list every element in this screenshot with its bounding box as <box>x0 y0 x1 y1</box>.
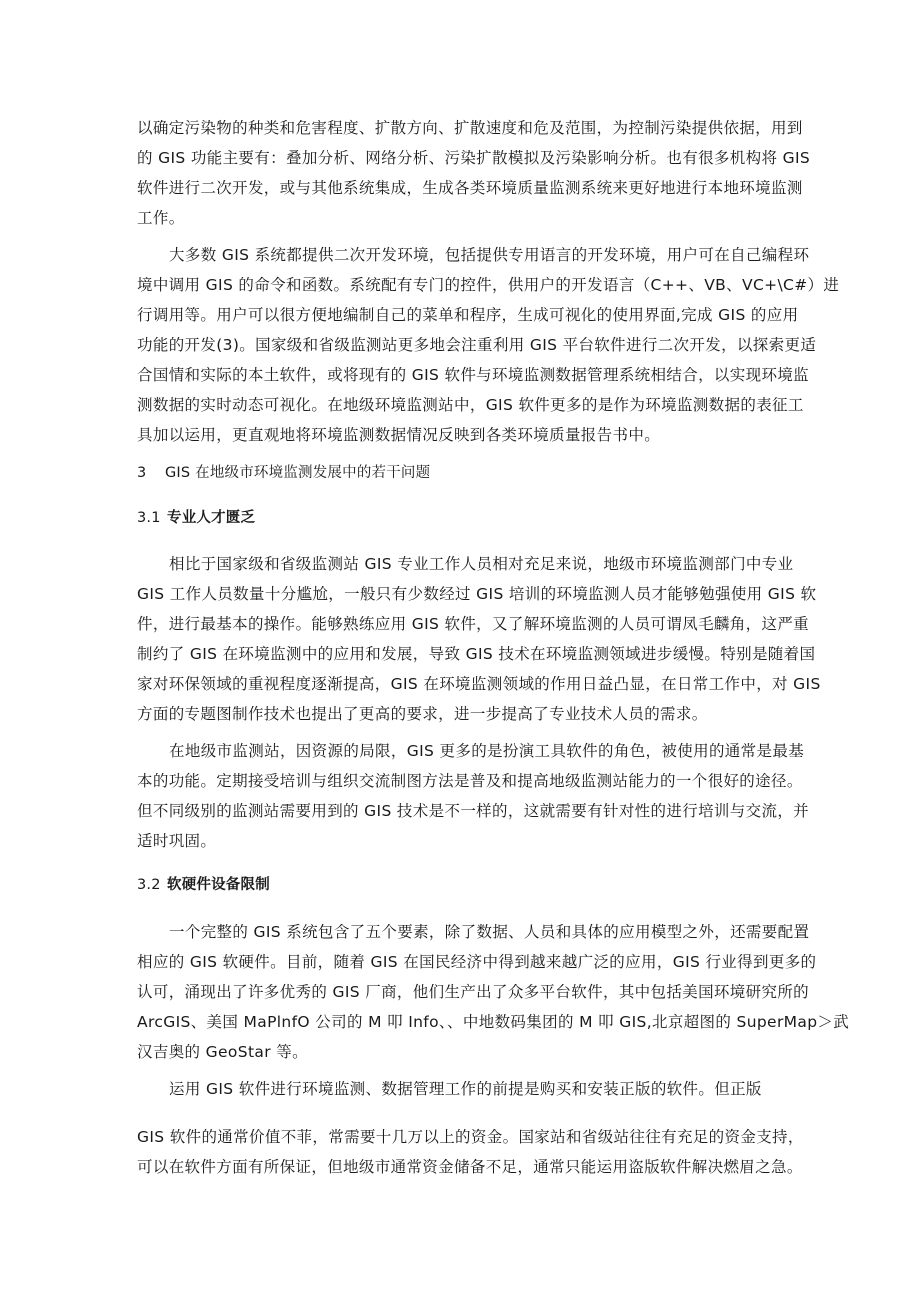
text-line: 相应的 GIS 软硬件。目前，随着 GIS 在国民经济中得到越来越广泛的应用，GIS 行业得到更多的 <box>137 953 817 971</box>
text-line: 可以在软件方面有所保证，但地级市通常资金储备不足，通常只能运用盗版软件解决燃眉之急。 <box>137 1158 803 1176</box>
text-line: 本的功能。定期接受培训与组织交流制图方法是普及和提高地级监测站能力的一个很好的途径。 <box>137 772 803 790</box>
text-line: 的 GIS 功能主要有：叠加分析、网络分析、污染扩散模拟及污染影响分析。也有很多机构将 GIS <box>137 149 811 167</box>
text-line: 测数据的实时动态可视化。在地级环境监测站中，GIS 软件更多的是作为环境监测数据的表征工 <box>137 396 804 414</box>
text-line: 在地级市监测站，因资源的局限，GIS 更多的是扮演工具软件的角色，被使用的通常是最基 <box>169 742 805 760</box>
text-line: 家对环保领域的重视程度逐渐提高，GIS 在环境监测领域的作用日益凸显，在日常工作中，对 GIS <box>137 675 821 693</box>
section-heading <box>137 462 430 484</box>
text-line: 一个完整的 GIS 系统包含了五个要素，除了数据、人员和具体的应用模型之外，还需要配置 <box>169 923 810 941</box>
subsection-title: 软硬件设备限制 <box>167 877 270 893</box>
section-title: GIS 在地级市环境监测发展中的若干问题 <box>165 465 431 481</box>
text-line: 方面的专题图制作技术也提出了更高的要求，进一步提高了专业技术人员的需求。 <box>137 705 708 723</box>
text-line: 运用 GIS 软件进行环境监测、数据管理工作的前提是购买和安装正版的软件。但正版 <box>169 1080 762 1098</box>
text-line: GIS 软件的通常价值不菲，常需要十几万以上的资金。国家站和省级站往往有充足的资金支持， <box>137 1128 804 1146</box>
text-line: 境中调用 GIS 的命令和函数。系统配有专门的控件，供用户的开发语言（C++、VB、VC+\C#）进 <box>137 276 840 294</box>
text-line: 制约了 GIS 在环境监测中的应用和发展，导致 GIS 技术在环境监测领域进步缓慢。特别是随着国 <box>137 645 816 663</box>
text-line: 合国情和实际的本土软件，或将现有的 GIS 软件与环境监测数据管理系统相结合，以实现环境监 <box>137 366 810 384</box>
text-line: 适时巩固。 <box>137 832 217 850</box>
text-line: 但不同级别的监测站需要用到的 GIS 技术是不一样的，这就需要有针对性的进行培训与交流，并 <box>137 802 810 820</box>
subsection-number: 3.2 <box>137 877 161 893</box>
subsection-number: 3.1 <box>137 510 161 526</box>
text-line: 以确定污染物的种类和危害程度、扩散方向、扩散速度和危及范围，为控制污染提供依据，用到 <box>137 119 803 137</box>
text-line: 软件进行二次开发，或与其他系统集成，生成各类环境质量监测系统来更好地进行本地环境监测 <box>137 179 803 197</box>
subsection-heading <box>137 874 270 896</box>
text-line: 具加以运用，更直观地将环境监测数据情况反映到各类环境质量报告书中。 <box>137 426 661 444</box>
text-line: 行调用等。用户可以很方便地编制自己的菜单和程序，生成可视化的使用界面,完成 GIS 的应用 <box>137 306 799 324</box>
text-line: GIS 工作人员数量十分尴尬，一般只有少数经过 GIS 培训的环境监测人员才能够勉强使用 GIS 软 <box>137 585 817 603</box>
text-line: ArcGIS、美国 MaPlnfO 公司的 M 叩 Info、、中地数码集团的 M 叩 GIS,北京超图的 SuperMap＞武 <box>137 1013 850 1031</box>
text-line: 相比于国家级和省级监测站 GIS 专业工作人员相对充足来说，地级市环境监测部门中专业 <box>169 555 794 573</box>
text-line: 汉吉奥的 GeoStar 等。 <box>137 1043 308 1061</box>
text-line: 大多数 GIS 系统都提供二次开发环境，包括提供专用语言的开发环境，用户可在自己编程环 <box>169 246 810 264</box>
text-line: 工作。 <box>137 209 185 227</box>
section-number: 3 <box>137 465 147 481</box>
subsection-title: 专业人才匮乏 <box>167 510 256 526</box>
text-line: 功能的开发(3)。国家级和省级监测站更多地会注重利用 GIS 平台软件进行二次开发，以探索更适 <box>137 336 817 354</box>
text-line: 认可，涌现出了许多优秀的 GIS 厂商，他们生产出了众多平台软件，其中包括美国环境研究所的 <box>137 983 810 1001</box>
subsection-heading <box>137 507 255 529</box>
text-line: 件，进行最基本的操作。能够熟练应用 GIS 软件，又了解环境监测的人员可谓凤毛麟角，这严重 <box>137 615 810 633</box>
